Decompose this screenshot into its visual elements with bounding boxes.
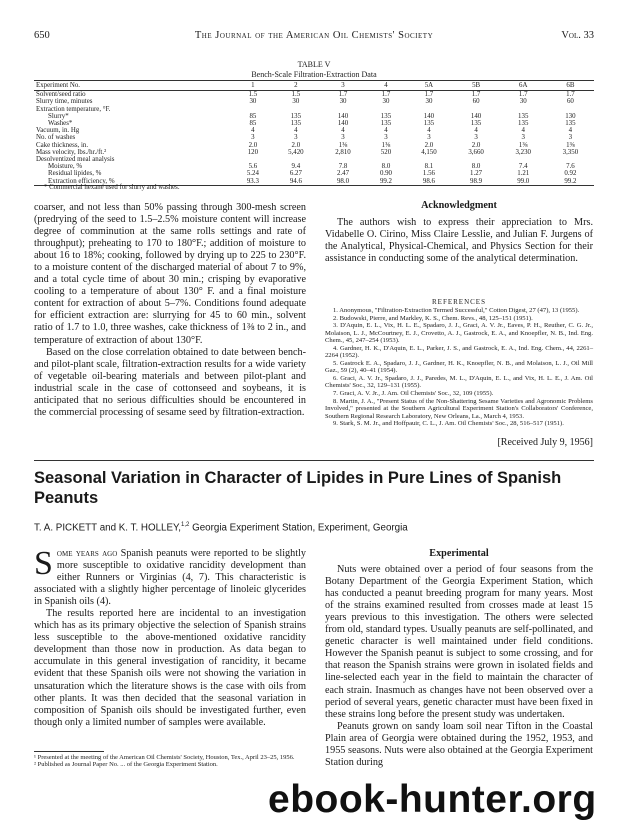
row-label: Washes* [48, 120, 73, 128]
paragraph: Nuts were obtained over a period of four seasons from the Botany Department of the Georgia Experiment Station, which has conducted a peanut breeding program for many years. Most of the strains examined resulted from crosses made at least 15 years previous to this investigation. The others were selected from old, standard types. Usually peanuts are self-pollinated, and genetic character is well maintained under field conditions. However the Spanish peanut is subject to some crossing, and for that reason the Spanish strains were grown in isolated fields and line-selected each year in the field to maintain the character of each strain. Inasmuch as changes have not been observed over a period of several years, genetic character must have been fixed in these strains long before the present study was undertaken. [325, 564, 593, 720]
paragraph: coarser, and not less than 50% passing through 300-mesh screen (predrying of the seed to 1.5–2.5% moisture content will increase degree of comminution at the same rolls settings and rate of throughput); preheating to 170 to 180°F.; addition of moisture to about 16 to 18%; cooking, followed by drying up to 225 to 230°F. to a moisture content of the discharged material of about 7 to 9%, and a total cycle time of about 30 min.; crisping by evaporative cooling to a temperature of about 130° F. and a final moisture content for extraction of about 5–7%. Conditions found adequate for efficient extraction are: slurrying for 45 to 60 min., solvent ratio of 1.7 to 1.0, three washes, cake thickness of 1⅜ to 2 in., and temperature of extraction of about 130°F. [34, 202, 306, 346]
table-cell: 5.6 [248, 163, 258, 171]
footnote: ² Published as Journal Paper No. ... of the Georgia Experiment Station. [34, 761, 218, 769]
table-caption [0, 60, 628, 80]
table-cell [367, 106, 406, 113]
table-cell: 3 [251, 134, 255, 142]
table-cell: 98.6 [405, 178, 452, 186]
table-cell [547, 156, 594, 163]
paragraph: Peanuts grown on sandy loam soil near Tifton in the Coastal Plain area of Georgia were obtained during the 1952, 1953, and 1955 seasons. Nuts were also obtained at the Georgia Experiment Station during [325, 720, 593, 768]
references-list [325, 307, 593, 428]
table-cell: 135 [290, 120, 302, 128]
watermark-part2: hunter.org [398, 778, 597, 821]
table-cell: 135 [518, 112, 529, 120]
table-cell: 98.9 [453, 178, 500, 186]
table-cell: 135 [380, 112, 392, 120]
table-cell: 85 [249, 120, 257, 128]
table-cell: 1⅜ [566, 141, 575, 149]
article-title: Seasonal Variation in Character of Lipides in Pure Lines of Spanish Peanuts [34, 469, 562, 507]
left-column-text [34, 202, 306, 419]
table-cell: 2.47 [336, 170, 350, 178]
table-cell: 30 [425, 98, 433, 106]
table-row [34, 149, 594, 156]
table-number: TABLE V [297, 60, 331, 69]
introduction [34, 545, 306, 729]
column-header: 5A [405, 81, 452, 91]
row-label: Moisture, % [48, 163, 83, 171]
table-cell: 7.6 [566, 163, 575, 171]
table-cell [500, 106, 547, 113]
table-cell: 0.90 [379, 170, 392, 178]
table-cell [319, 106, 366, 113]
author-affiliation: Georgia Experiment Station, Experiment, Georgia [192, 522, 408, 534]
table-cell: 3 [474, 134, 478, 142]
footnote-divider [34, 751, 104, 752]
article-authors [34, 522, 594, 533]
table-cell: 0.92 [564, 170, 577, 178]
reference-item: 1. Anonymous, "Filtration-Extraction Termed Successful," Cotton Digest, 27 (47), 13 (1955). [333, 307, 580, 314]
table-cell: 99.2 [547, 178, 594, 186]
column-header: 5B [453, 81, 500, 91]
table-cell [234, 106, 273, 113]
table-cell: 120 [247, 148, 259, 156]
table-cell [547, 106, 594, 113]
watermark [268, 778, 624, 822]
table-cell: 140 [337, 112, 349, 120]
row-label: No. of washes [36, 134, 76, 142]
table-cell: 8.0 [381, 163, 391, 171]
reference-item: 5. Gastrock E. A., Spadaro, J. J., Gardner, H. K., Knoepfler, N. B., and Molaison, L. J., Oil Mill Gaz., 59 (2), 40–41 (1954). [325, 359, 593, 375]
table-cell: 1.21 [517, 170, 530, 178]
table-cell: 3 [427, 134, 431, 142]
table-cell: 135 [380, 120, 392, 128]
volume-number: Vol. 33 [561, 30, 594, 41]
section-divider [34, 460, 594, 461]
row-label: Slurry time, minutes [36, 98, 93, 106]
table-cell: 60 [566, 98, 574, 106]
acknowledgment-heading: Acknowledgment [421, 200, 497, 211]
table-cell: 4 [251, 127, 255, 135]
table-cell [500, 156, 547, 163]
table-cell: 1⅜ [381, 141, 391, 149]
table-cell: 140 [470, 112, 482, 120]
table-row [34, 120, 594, 127]
table-cell: 3 [568, 134, 573, 142]
table-cell: 1.7 [424, 91, 434, 99]
table-row [34, 142, 594, 149]
table-cell: 4 [341, 127, 345, 135]
column-header: Experiment No. [34, 81, 234, 91]
table-cell: 3 [294, 134, 298, 142]
reference-item: 6. Graci, A. V. Jr., Spadaro, J. J., Paredes, M. L., D'Aquin, E. L., and Vix, H. L. E., J. Am. Oil Chemists' Soc., 32, 129–131 (1955). [325, 374, 593, 390]
column-header: 6A [500, 81, 547, 91]
table-cell: 1.7 [518, 91, 528, 99]
row-label: Vacuum, in. Hg [36, 127, 80, 135]
paragraph: Based on the close correlation obtained to date between bench- and pilot-plant scale, filtration-extraction results for a wide variety of vegetable oil-bearing materials and between pilot-plant and industrial scale in the case of cottonseed and soybeans, it is anticipated that no serious difficulties should be encountered in the commercial processing of sesame seed by filtration-extraction. [34, 346, 306, 418]
table-cell: 4,150 [421, 148, 437, 156]
table-cell [453, 156, 500, 163]
table-row [34, 91, 594, 99]
table-row [34, 134, 594, 141]
table-cell: 1.56 [422, 170, 435, 178]
table-header-row [34, 81, 594, 91]
table-cell: 3,350 [562, 148, 579, 156]
table-cell: 8.1 [424, 163, 434, 171]
table-cell: 1.5 [291, 91, 301, 99]
table-cell: 2.0 [471, 141, 481, 149]
table-row [34, 170, 594, 177]
table-cell: 3 [521, 134, 525, 142]
table-cell: 98.0 [319, 178, 366, 186]
table-cell: 2.0 [248, 141, 258, 149]
table-cell: 4 [427, 127, 431, 135]
table-cell [272, 156, 319, 163]
table-cell: 135 [565, 120, 576, 128]
table-cell: 3 [384, 134, 388, 142]
reference-item: 9. Stark, S. M. Jr., and Hoffpauir, C. L., J. Am. Oil Chemists' Soc., 28, 516–517 (1951). [333, 420, 564, 428]
row-label: Cake thickness, in. [36, 141, 89, 149]
table-cell: 3 [341, 134, 345, 142]
table-cell: 99.2 [367, 178, 406, 186]
row-label: Slurry* [48, 112, 69, 120]
acknowledgment-text: The authors wish to express their appreciation to Mrs. Vidabelle O. Cirino, Miss Claire Lesslie, and Julian F. Jurgens of the Analytical, Physical-Chemical, and Physics Section for their assistance in conducting some of the analytical determination. [325, 217, 593, 265]
table-cell: 6.27 [289, 170, 302, 178]
table-cell: 30 [339, 98, 347, 106]
table-cell: 2.0 [291, 141, 301, 149]
table-cell: 4 [294, 127, 298, 135]
table-cell: 5,420 [288, 148, 304, 156]
table-row [34, 127, 594, 134]
table-cell: 4 [384, 127, 388, 135]
column-header: 6B [547, 81, 594, 91]
table-cell: 135 [518, 120, 529, 128]
table-row [34, 163, 594, 170]
row-label: Residual lipides, % [48, 170, 102, 178]
lead-in: ome years ago [56, 548, 118, 559]
table-cell: 4 [521, 127, 525, 135]
table-row [34, 156, 594, 163]
table-cell: 1.7 [381, 91, 391, 99]
table-cell [234, 156, 273, 163]
table-cell: 9.4 [291, 163, 301, 171]
table-cell: 3,230 [515, 148, 531, 156]
table-cell: 1⅜ [338, 141, 348, 149]
experimental-heading: Experimental [429, 548, 489, 559]
table-cell: 140 [337, 120, 349, 128]
column-header: 1 [234, 81, 273, 91]
column-header: 4 [367, 81, 406, 91]
table-cell: 2,810 [335, 148, 351, 156]
drop-cap: S [34, 545, 53, 582]
reference-item: 7. Graci, A. V. Jr., J. Am. Oil Chemists' Soc., 32, 109 (1955). [333, 390, 494, 398]
table-cell: 520 [380, 148, 392, 156]
table-cell [405, 106, 452, 113]
author-names: T. A. PICKETT and K. T. HOLLEY, [34, 522, 182, 534]
table-cell: 4 [474, 127, 478, 135]
row-label: Solvent/seed ratio [36, 91, 86, 99]
table-cell: 30 [249, 98, 257, 106]
table-cell: 30 [382, 98, 390, 106]
table-cell: 1.27 [470, 170, 483, 178]
watermark-part1: ebook- [268, 778, 399, 821]
table-cell: 1.7 [566, 91, 575, 99]
table-cell: 5.24 [246, 170, 259, 178]
table-cell [405, 156, 452, 163]
paragraph [34, 545, 306, 608]
table-cell: 93.3 [234, 178, 273, 186]
paragraph: The results reported here are incidental to an investigation which has as its primary objective the selection of Spanish strains less susceptible to the above-mentioned oxidative rancidity development than those now in production. As data began to accumulate in this general investigation of rancidity, it became evident that these Spanish oils were not showing the variation in unsaturation which the literature shows is the case with oils from other plants. It was then decided that the seasonal variation in composition of Spanish oils should be investigated further, even though only a limited number of samples were available. [34, 608, 306, 728]
received-date: [Received July 9, 1956] [497, 437, 593, 448]
row-label: Desolventized meal analysis [36, 156, 115, 164]
table-footnote: * Commercial hexane used for slurry and washes. [44, 184, 180, 191]
row-label: Extraction temperature, °F. [36, 105, 111, 113]
table-row [34, 106, 594, 113]
references-heading: REFERENCES [432, 298, 486, 306]
table-row [34, 98, 594, 105]
table-cell: 30 [292, 98, 300, 106]
table-cell [453, 106, 500, 113]
reference-item: 2. Budowski, Pierre, and Markley, K. S., Chem. Revs., 48, 125–151 (1951). [333, 314, 533, 322]
intro-text: Spanish peanuts were reported to be slightly more susceptible to oxidative rancidity development than either Runners or Virginias (4, 7). This characteristic is associated with a slightly higher percentage of linoleic glycerides in Spanish oils (4). [34, 548, 306, 608]
table-cell: 1.7 [338, 91, 348, 99]
acknowledgment-section [325, 200, 593, 265]
footnote: ¹ Presented at the meeting of the American Oil Chemists' Society, Houston, Tex., April 23–25, 1956. [34, 754, 295, 761]
page-number: 650 [34, 30, 50, 41]
column-header: 3 [319, 81, 366, 91]
filtration-extraction-table [34, 80, 594, 186]
reference-item: 3. D'Aquin, E. L., Vix, H. L. E., Spadaro, J. J., Graci, A. V. Jr., Eaves, P. H., Reuther, C. G. Jr., Molaison, L. J., McCourtney, E. J., Crovetto, A. J., Gastrock, E. A., and Knoepfler, N. B., Ind. Eng. Chem., 45, 247–254 (1953). [325, 322, 593, 345]
column-header: 2 [272, 81, 319, 91]
table-cell: 140 [423, 112, 435, 120]
table-cell: 130 [565, 112, 576, 120]
table-cell: 4 [568, 127, 573, 135]
table-cell: 1⅜ [518, 141, 528, 149]
table-cell: 7.8 [338, 163, 348, 171]
row-label: Mass velocity, lbs./hr./ft.² [36, 148, 107, 156]
table-subtitle: Bench-Scale Filtration-Extraction Data [251, 70, 377, 79]
table-cell [272, 106, 319, 113]
table-cell: 135 [290, 112, 302, 120]
journal-title: The Journal of the American Oil Chemists' Society [194, 30, 434, 41]
experimental-section [325, 548, 593, 769]
table-cell: 99.0 [500, 178, 547, 186]
table-cell: 94.6 [272, 178, 319, 186]
table-cell: 1.7 [471, 91, 481, 99]
table-cell: 135 [423, 120, 435, 128]
table-cell [367, 156, 406, 163]
article-footnotes [34, 754, 314, 769]
reference-item: 8. Martin, J. A., "Present Status of the Non-Shattering Sesame Varieties and Agronomic Problems Involved," presented at the Southern Agricultural Experiment Station's Collaborators' Conference, Southern Regional Research Laboratory, New Orleans, La., March 4, 1953. [325, 397, 593, 420]
author-footnote-marks: 1,2 [181, 522, 190, 528]
table-cell: 85 [249, 112, 257, 120]
table-cell: 135 [470, 120, 482, 128]
table-cell: 60 [472, 98, 480, 106]
table-cell: 7.4 [518, 163, 528, 171]
table-cell [319, 156, 366, 163]
row-label: Extraction efficiency, % [34, 178, 234, 186]
table-cell: 1.5 [248, 91, 258, 99]
reference-item: 4. Gardner, H. K., D'Aquin, E. L., Parker, J. S., and Gastrock, E. A., Ind. Eng. Chem., 44, 2261–2264 (1952). [325, 344, 593, 360]
table-cell: 30 [519, 98, 527, 106]
table-cell: 2.0 [424, 141, 434, 149]
running-header [34, 30, 594, 44]
table-cell: 3,660 [468, 148, 484, 156]
table-cell: 8.0 [471, 163, 481, 171]
table-row [34, 113, 594, 120]
